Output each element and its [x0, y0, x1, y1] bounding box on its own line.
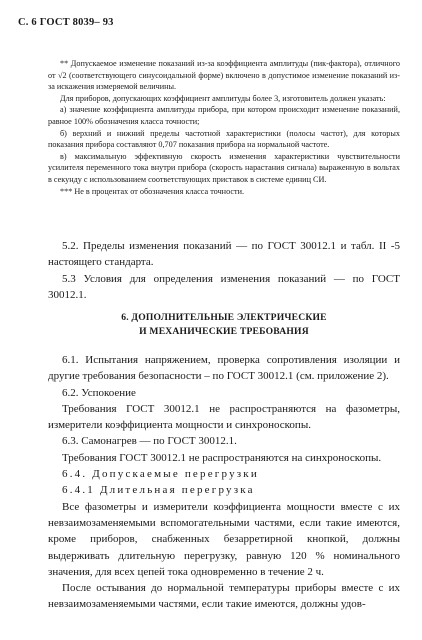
clause-6-4-1-text: Все фазометры и измерители коэффициента мощности вместе с их невзаимозаменяемыми вспомогательными частями, если такие имеются, кроме приборов, снабженных безарретирной кнопкой, должны выдерживать длительную перегрузку, равную 120 % номинального значения, для всех цепей тока одновременно в течение 2 ч. — [48, 500, 400, 578]
section-6-title-line1: 6. ДОПОЛНИТЕЛЬНЫЕ ЭЛЕКТРИЧЕСКИЕ — [121, 312, 327, 323]
clause-5 — [48, 238, 400, 303]
clause-6-1: 6.1. Испытания напряжением, проверка сопротивления изоляции и другие требования безопасности – по ГОСТ 30012.1 (см. приложение 2). — [48, 354, 400, 383]
page-header: С. 6 ГОСТ 8039– 93 — [18, 17, 114, 28]
footnote-block — [48, 58, 400, 197]
clause-6-3-text: Требования ГОСТ 30012.1 не распространяются на синхроноскопы. — [62, 451, 382, 464]
clause-6 — [48, 352, 400, 613]
footnote-item-b: б) верхний и нижний пределы частотной характеристики (полосы частот), для которых показания прибора составляют 0,707 показания прибора на нормальной частоте. — [48, 128, 400, 150]
section-6-title — [48, 311, 400, 339]
section-6-title-line2: И МЕХАНИЧЕСКИЕ ТРЕБОВАНИЯ — [139, 326, 309, 337]
clause-6-4-1-title: 6.4.1 Длительная перегрузка — [62, 484, 255, 497]
clause-6-2-title: 6.2. Успокоение — [62, 386, 136, 399]
clause-6-4-title: 6.4. Допускаемые перегрузки — [62, 468, 259, 481]
footnote-crest-factor: ** Допускаемое изменение показаний из-за коэффициента амплитуды (пик-фактора), отличного от √2 (соответствующего синусоидальной форме) включено в допустимое изменение показаний из-за искажения измеряемой величины. — [48, 59, 400, 92]
footnote-item-c: в) максимальную эффективную скорость изменения характеристики чувствительности усилителя переменного тока внутри прибора (скорость нарастания сигнала) выраженную в вольтах в секунду с использованием соответствующих приставок в системе единиц СИ. — [48, 151, 400, 184]
footnote-item-a: а) значение коэффициента амплитуды прибора, при котором происходит изменение показаний, равное 100% обозначения класса точности; — [48, 105, 400, 126]
footnote-not-percent: *** Не в процентах от обозначения класса точности. — [60, 186, 245, 196]
clause-5-2: 5.2. Пределы изменения показаний — по ГОСТ 30012.1 и табл. II -5 настоящего стандарта. — [48, 240, 400, 269]
clause-6-3-title: 6.3. Самонагрев — по ГОСТ 30012.1. — [62, 435, 237, 448]
clause-5-3: 5.3 Условия для определения изменения показаний — по ГОСТ 30012.1. — [48, 272, 400, 301]
clause-6-4-1-after: После остывания до нормальной температуры приборы вместе с их невзаимозаменяемыми частями, если такие имеются, должны удов- — [48, 582, 400, 611]
clause-6-2-text: Требования ГОСТ 30012.1 не распространяются на фазометры, измерители коэффициента мощности и синхроноскопы. — [48, 402, 400, 432]
footnote-manufacturer-note: Для приборов, допускающих коэффициент амплитуды более 3, изготовитель должен указать: — [60, 93, 386, 103]
